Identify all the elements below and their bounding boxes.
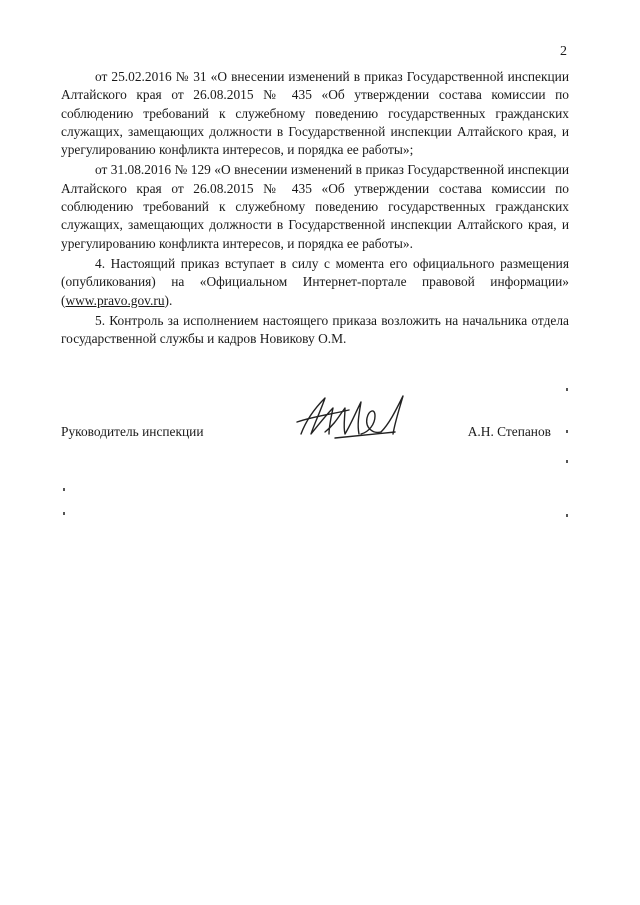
signer-name: А.Н. Степанов bbox=[467, 424, 551, 439]
page-number: 2 bbox=[560, 44, 567, 59]
clause-4 bbox=[61, 255, 569, 310]
document-body bbox=[61, 68, 569, 350]
amendment-item-1: от 25.02.2016 № 31 «О внесении изменений в приказ Государственной инспекции Алтайского края от 26.08.2015 № 435 «Об утверждении состава комиссии по соблюдению требований к служебному поведению государственных гражданских служащих, замещающих должности в Государственной инспекции Алтайского края, и урегулированию конфликта интересов, и порядка ее работы»; bbox=[61, 69, 569, 158]
scan-speck bbox=[63, 488, 65, 491]
handwritten-signature bbox=[295, 388, 410, 448]
amendment-item-2: от 31.08.2016 № 129 «О внесении изменений в приказ Государственной инспекции Алтайского края от 26.08.2015 № 435 «Об утверждении состава комиссии по соблюдению требований к служебному поведению государственных гражданских служащих, замещающих должности в Государственной инспекции Алтайского края, и урегулированию конфликта интересов, и порядка ее работы». bbox=[61, 162, 569, 251]
scan-speck bbox=[63, 512, 65, 515]
pravo-portal-link[interactable]: www.pravo.gov.ru bbox=[65, 292, 165, 308]
signer-position: Руководитель инспекции bbox=[61, 424, 204, 439]
clause-4-tail: ). bbox=[164, 292, 173, 308]
clause-5: 5. Контроль за исполнением настоящего приказа возложить на начальника отдела государственной службы и кадров Новикову О.М. bbox=[61, 312, 569, 347]
clause-4-text: 4. Настоящий приказ вступает в силу с момента его официального размещения (опубликования) на «Официальном Интернет-портале правовой информации» ( bbox=[61, 255, 569, 308]
scan-speck bbox=[566, 388, 568, 391]
scan-speck bbox=[566, 430, 568, 433]
scan-speck bbox=[566, 514, 568, 517]
scan-speck bbox=[566, 460, 568, 463]
